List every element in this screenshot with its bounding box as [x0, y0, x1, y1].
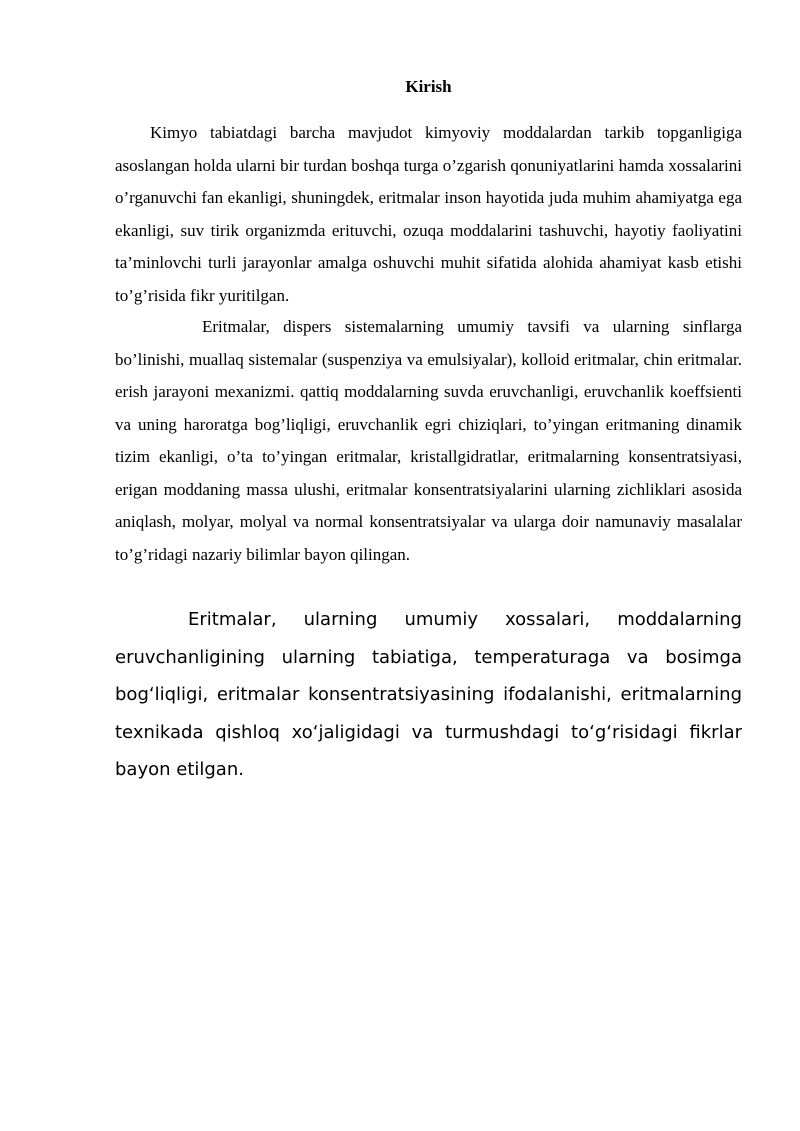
- page-title: Kirish: [405, 77, 452, 96]
- intro-paragraph-1: Kimyo tabiatdagi barcha mavjudot kimyoviy moddalardan tarkib topganligiga asoslangan holda ularni bir turdan boshqa turga o’zgarish qonuniyatlarini hamda xossalarini o’rganuvchi fan ekanligi, shuningdek, eritmalar inson hayotida juda muhim ahamiyatga ega ekanligi, suv tirik organizmda erituvchi, ozuqa moddalarini tashuvchi, hayotiy faoliyatini ta’minlovchi turli jarayonlar amalga oshuvchi muhit sifatida alohida ahamiyat kasb etishi to’g’risida fikr yuritilgan.: [115, 123, 742, 305]
- intro-paragraph-2: Eritmalar, dispers sistemalarning umumiy tavsifi va ularning sinflarga bo’linishi, muallaq sistemalar (suspenziya va emulsiyalar), kolloid eritmalar, chin eritmalar. erish jarayoni mexanizmi. qattiq moddalarning suvda eruvchanligi, eruvchanlik koeffsienti va uning haroratga bog’liqligi, eruvchanlik egri chiziqlari, to’yingan eritmaning dinamik tizim ekanligi, o’ta to’yingan eritmalar, kristallgidratlar, eritmalarning konsentratsiyasi, erigan moddaning massa ulushi, eritmalar konsentratsiyalarini ularning zichliklari asosida aniqlash, molyar, molyal va normal konsentratsiyalar va ularga doir namunaviy masalalar to’g’ridagi nazariy bilimlar bayon qilingan.: [115, 317, 742, 564]
- intro-paragraph-3: Eritmalar, ularning umumiy xossalari, moddalarning eruvchanligining ularning tabiatiga, temperaturaga va bosimga bog‘liqligi, eritmalar konsentratsiyasining ifodalanishi, eritmalarning texnikada qishloq xo‘jaligidagi va turmushdagi to‘g‘risidagi fikrlar bayon etilgan.: [115, 609, 742, 780]
